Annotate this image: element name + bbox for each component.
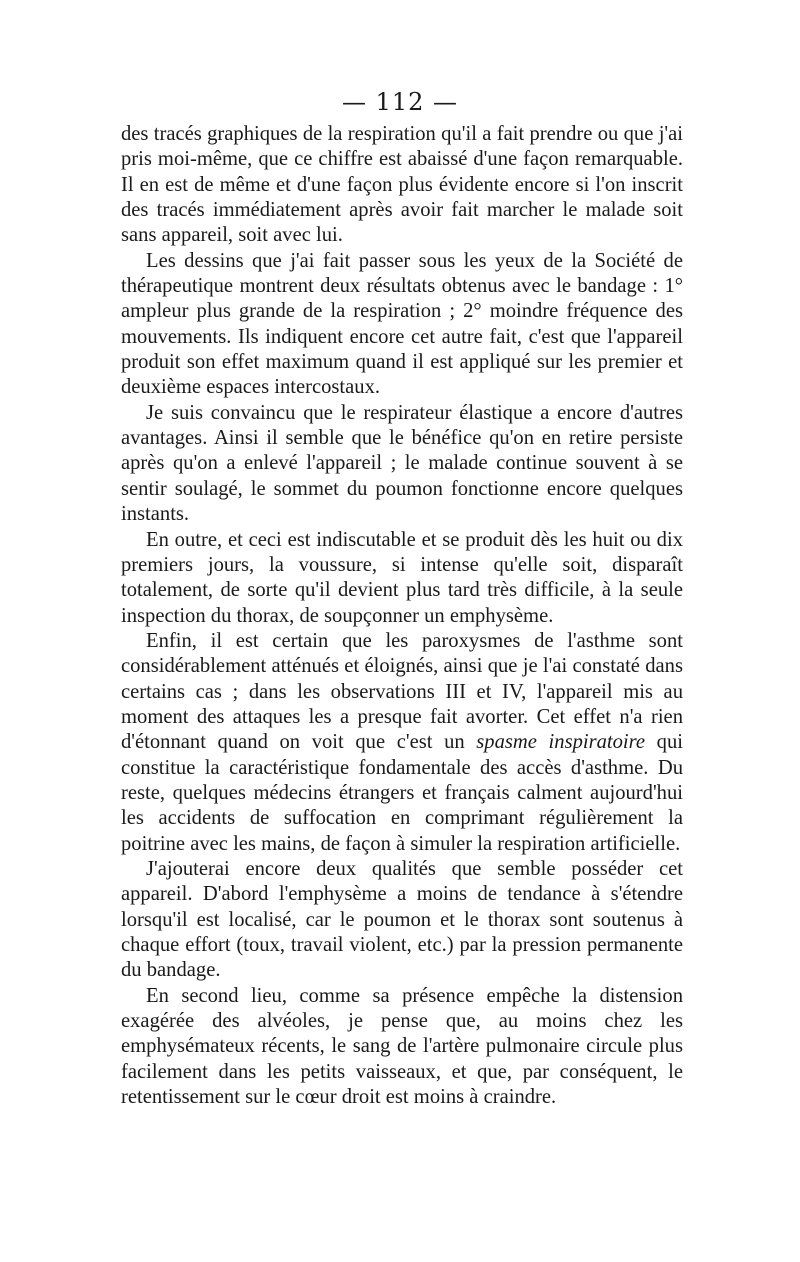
paragraph-5 <box>121 629 683 857</box>
paragraph-6: J'ajouterai encore deux qualités que semble posséder cet appareil. D'abord l'emphysème a moins de tendance à s'étendre lorsqu'il est localisé, car le poumon et le thorax sont soutenus à chaque effort (toux, travail violent, etc.) par la pression permanente du bandage. <box>121 857 683 982</box>
paragraph-3: Je suis convaincu que le respirateur élastique a encore d'autres avantages. Ainsi il semble que le bénéfice qu'on en retire persiste après qu'on a enlevé l'appareil ; le malade continue souvent à se sentir soulagé, le sommet du poumon fonctionne encore quelques instants. <box>121 401 683 526</box>
paragraph-1: des tracés graphiques de la respiration qu'il a fait prendre ou que j'ai pris moi-même, que ce chiffre est abaissé d'une façon remarquable. Il en est de même et d'une façon plus évidente encore si l'on inscrit des tracés immédiatement après avoir fait marcher le malade soit sans appareil, soit avec lui. <box>121 123 683 247</box>
emphasis-spasme-inspiratoire: spasme inspiratoire <box>476 731 646 754</box>
paragraph-4: En outre, et ceci est indiscutable et se produit dès les huit ou dix premiers jours, la voussure, si intense qu'elle soit, disparaît totalement, de sorte qu'il devient plus tard très difficile, à la seule inspection du thorax, de soupçonner un emphysème. <box>121 528 683 627</box>
page-number: — 112 — <box>341 88 459 116</box>
body-text <box>121 122 683 1110</box>
paragraph-2: Les dessins que j'ai fait passer sous les yeux de la Société de thérapeutique montrent deux résultats obtenus avec le bandage : 1° ampleur plus grande de la respiration ; 2° moindre fréquence des mouvements. Ils indiquent encore cet autre fait, c'est que l'appareil produit son effet maximum quand il est appliqué sur les premier et deuxième espaces intercostaux. <box>121 249 683 399</box>
paragraph-7: En second lieu, comme sa présence empêche la distension exagérée des alvéoles, je pense que, au moins chez les emphysémateux récents, le sang de l'artère pulmonaire circule plus facilement dans les petits vaisseaux, et que, par conséquent, le retentissement sur le cœur droit est moins à craindre. <box>121 984 683 1109</box>
paragraph-5-part-1: Enfin, il est certain que les paroxysmes de l'asthme sont considérablement atténués et éloignés, ainsi que je l'ai constaté dans certains cas ; dans les observations III et IV, l'appareil mis au moment des attaques les a presque fait avorter. Cet effet n'a rien d'étonnant quand on voit que c'est un <box>121 629 683 754</box>
paragraph-5-part-2: qui constitue la caractéristique fondamentale des accès d'asthme. Du reste, quelques médecins étrangers et français calment aujourd'hui les accidents de suffocation en comprimant régulièrement la poitrine avec les mains, de façon à simuler la respiration artificielle. <box>121 731 684 855</box>
